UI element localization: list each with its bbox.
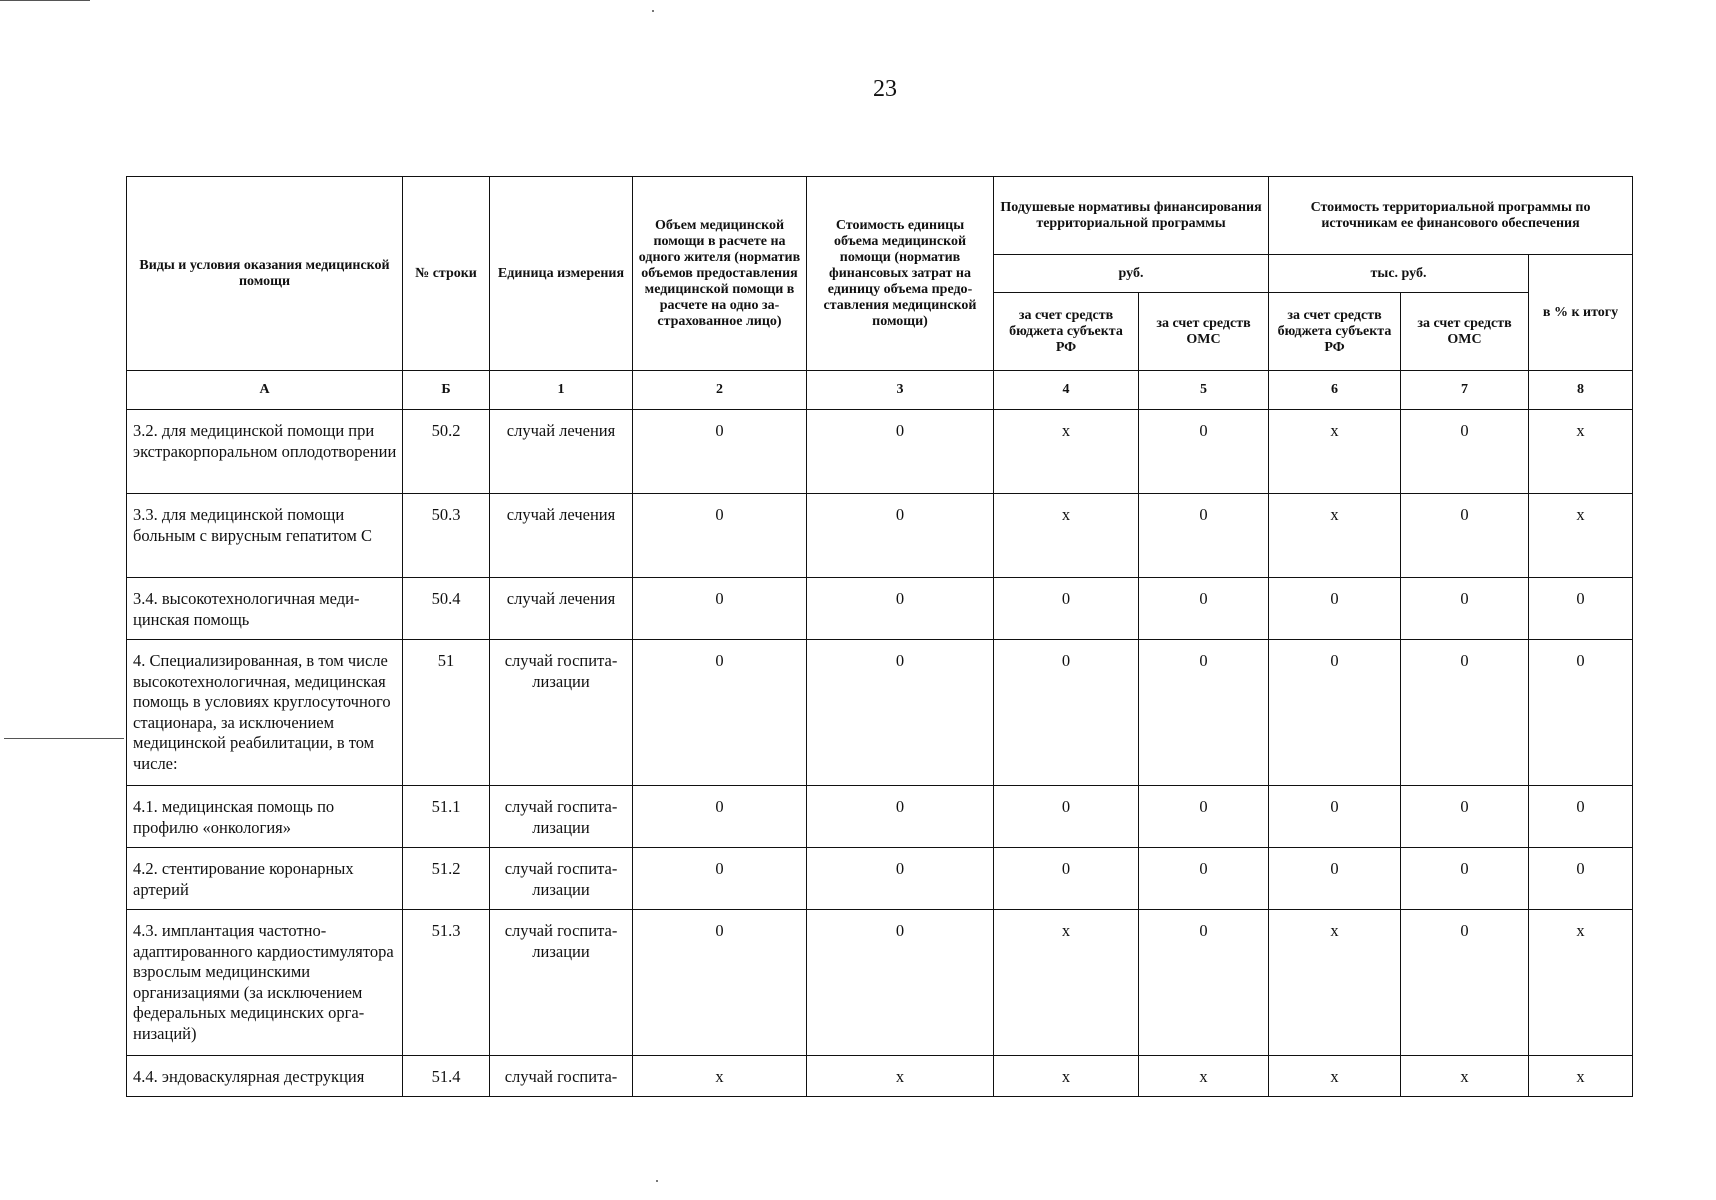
cell-volume: 0	[633, 786, 807, 848]
cell-unit-cost: х	[807, 1056, 994, 1097]
header-program-cost-group: Стоимость территориальной программы по источникам ее финансового обеспечения	[1269, 177, 1633, 255]
cell-volume: 0	[633, 910, 807, 1056]
header-unit-rub: руб.	[994, 255, 1269, 293]
cell-unit-cost: 0	[807, 578, 994, 640]
cell-oms-rub: 0	[1139, 494, 1269, 578]
table-row	[127, 494, 1633, 578]
cell-volume: 0	[633, 410, 807, 494]
row-unit: случай лечения	[490, 494, 633, 578]
cell-percent: 0	[1529, 640, 1633, 786]
column-index: 7	[1401, 371, 1529, 410]
cell-oms-thous: х	[1401, 1056, 1529, 1097]
header-kinds-of-care: Виды и условия оказания медицинской помощи	[127, 177, 403, 371]
financing-table-container	[126, 176, 1632, 1097]
header-unit: Единица измерения	[490, 177, 633, 371]
column-index: 1	[490, 371, 633, 410]
header-regional-budget-thous: за счет средств бюджета субъекта РФ	[1269, 293, 1401, 371]
row-unit: случай лечения	[490, 578, 633, 640]
cell-unit-cost: 0	[807, 910, 994, 1056]
cell-oms-rub: х	[1139, 1056, 1269, 1097]
column-index: 6	[1269, 371, 1401, 410]
cell-volume: 0	[633, 640, 807, 786]
row-name: 4.2. стентирование коронарных артерий	[127, 848, 403, 910]
column-index: 2	[633, 371, 807, 410]
column-index: 3	[807, 371, 994, 410]
cell-volume: х	[633, 1056, 807, 1097]
cell-oms-rub: 0	[1139, 410, 1269, 494]
cell-regional-budget-thous: х	[1269, 1056, 1401, 1097]
row-name: 3.3. для медицинской помощи больным с вирусным гепатитом С	[127, 494, 403, 578]
table-row	[127, 848, 1633, 910]
cell-unit-cost: 0	[807, 410, 994, 494]
header-oms-rub: за счет средств ОМС	[1139, 293, 1269, 371]
cell-regional-budget-thous: 0	[1269, 786, 1401, 848]
table-row	[127, 786, 1633, 848]
cell-oms-rub: 0	[1139, 578, 1269, 640]
cell-unit-cost: 0	[807, 848, 994, 910]
cell-volume: 0	[633, 848, 807, 910]
row-name: 4.4. эндоваскулярная деструкция	[127, 1056, 403, 1097]
row-unit: случай госпитализации	[490, 640, 633, 786]
table-row	[127, 1056, 1633, 1097]
financing-table	[126, 176, 1633, 1097]
cell-regional-budget-thous: х	[1269, 910, 1401, 1056]
cell-oms-thous: 0	[1401, 786, 1529, 848]
cell-percent: 0	[1529, 848, 1633, 910]
header-oms-thous: за счет средств ОМС	[1401, 293, 1529, 371]
cell-regional-budget-thous: 0	[1269, 578, 1401, 640]
cell-regional-budget-rub: х	[994, 910, 1139, 1056]
cell-oms-thous: 0	[1401, 410, 1529, 494]
column-index: Б	[403, 371, 490, 410]
cell-unit-cost: 0	[807, 786, 994, 848]
cell-oms-rub: 0	[1139, 640, 1269, 786]
row-name: 4.3. имплантация частотноадаптированного кардиостимулятора взрослым медицинскими организациями (за исключением федеральных медицинских организаций)	[127, 910, 403, 1056]
table-row	[127, 640, 1633, 786]
scan-mark-left	[4, 738, 124, 739]
cell-regional-budget-rub: х	[994, 494, 1139, 578]
cell-oms-rub: 0	[1139, 848, 1269, 910]
row-line-number: 50.3	[403, 494, 490, 578]
cell-oms-thous: 0	[1401, 910, 1529, 1056]
row-unit: случай госпитализации	[490, 848, 633, 910]
cell-volume: 0	[633, 578, 807, 640]
header-unit-cost: Стоимость единицы объема медицинской помощи (норматив финансовых затрат на единицу объема предоставления медицинской помощи)	[807, 177, 994, 371]
row-name: 4.1. медицинская помощь по профилю «онкология»	[127, 786, 403, 848]
row-name: 3.2. для медицинской помощи при экстракорпоральном оплодотворении	[127, 410, 403, 494]
row-line-number: 51	[403, 640, 490, 786]
row-unit: случай лечения	[490, 410, 633, 494]
column-index: А	[127, 371, 403, 410]
cell-regional-budget-thous: 0	[1269, 640, 1401, 786]
row-unit: случай госпита-	[490, 1056, 633, 1097]
header-percent-of-total: в % к итогу	[1529, 255, 1633, 371]
scan-dot	[656, 1180, 658, 1182]
cell-regional-budget-rub: х	[994, 410, 1139, 494]
cell-percent: х	[1529, 910, 1633, 1056]
cell-regional-budget-rub: 0	[994, 578, 1139, 640]
row-name: 4. Специализированная, в том числе высокотехнологичная, медицинская помощь в условиях круглосуточного стационара, за исключением медицинской реабилитации, в том числе:	[127, 640, 403, 786]
table-row	[127, 578, 1633, 640]
cell-unit-cost: 0	[807, 494, 994, 578]
row-unit: случай госпитализации	[490, 910, 633, 1056]
cell-regional-budget-thous: х	[1269, 410, 1401, 494]
cell-oms-thous: 0	[1401, 848, 1529, 910]
column-index: 8	[1529, 371, 1633, 410]
header-regional-budget-rub: за счет средств бюджета субъекта РФ	[994, 293, 1139, 371]
scan-mark-top	[0, 0, 90, 1]
header-line-number: № строки	[403, 177, 490, 371]
row-line-number: 50.4	[403, 578, 490, 640]
cell-oms-thous: 0	[1401, 640, 1529, 786]
cell-oms-rub: 0	[1139, 910, 1269, 1056]
cell-regional-budget-thous: 0	[1269, 848, 1401, 910]
column-index-row	[127, 371, 1633, 410]
header-volume: Объем медицинской помощи в расчете на одного жителя (норматив объемов предоставления медицинской помощи в расчете на одно застрахованное лицо)	[633, 177, 807, 371]
cell-oms-rub: 0	[1139, 786, 1269, 848]
cell-volume: 0	[633, 494, 807, 578]
cell-unit-cost: 0	[807, 640, 994, 786]
row-line-number: 51.4	[403, 1056, 490, 1097]
cell-oms-thous: 0	[1401, 494, 1529, 578]
page-number: 23	[873, 76, 897, 102]
row-line-number: 51.3	[403, 910, 490, 1056]
cell-percent: х	[1529, 410, 1633, 494]
cell-percent: х	[1529, 494, 1633, 578]
row-line-number: 51.1	[403, 786, 490, 848]
cell-percent: 0	[1529, 578, 1633, 640]
cell-regional-budget-rub: х	[994, 1056, 1139, 1097]
cell-regional-budget-rub: 0	[994, 786, 1139, 848]
row-line-number: 50.2	[403, 410, 490, 494]
column-index: 5	[1139, 371, 1269, 410]
column-index: 4	[994, 371, 1139, 410]
row-name: 3.4. высокотехнологичная медицинская помощь	[127, 578, 403, 640]
scan-dot	[652, 10, 654, 12]
cell-regional-budget-thous: х	[1269, 494, 1401, 578]
table-row	[127, 910, 1633, 1056]
row-line-number: 51.2	[403, 848, 490, 910]
header-per-capita-group: Подушевые нормативы финансирования территориальной программы	[994, 177, 1269, 255]
cell-oms-thous: 0	[1401, 578, 1529, 640]
cell-regional-budget-rub: 0	[994, 640, 1139, 786]
header-row	[127, 177, 1633, 255]
row-unit: случай госпитализации	[490, 786, 633, 848]
header-unit-thous-rub: тыс. руб.	[1269, 255, 1529, 293]
cell-percent: 0	[1529, 786, 1633, 848]
cell-regional-budget-rub: 0	[994, 848, 1139, 910]
cell-percent: х	[1529, 1056, 1633, 1097]
table-row	[127, 410, 1633, 494]
